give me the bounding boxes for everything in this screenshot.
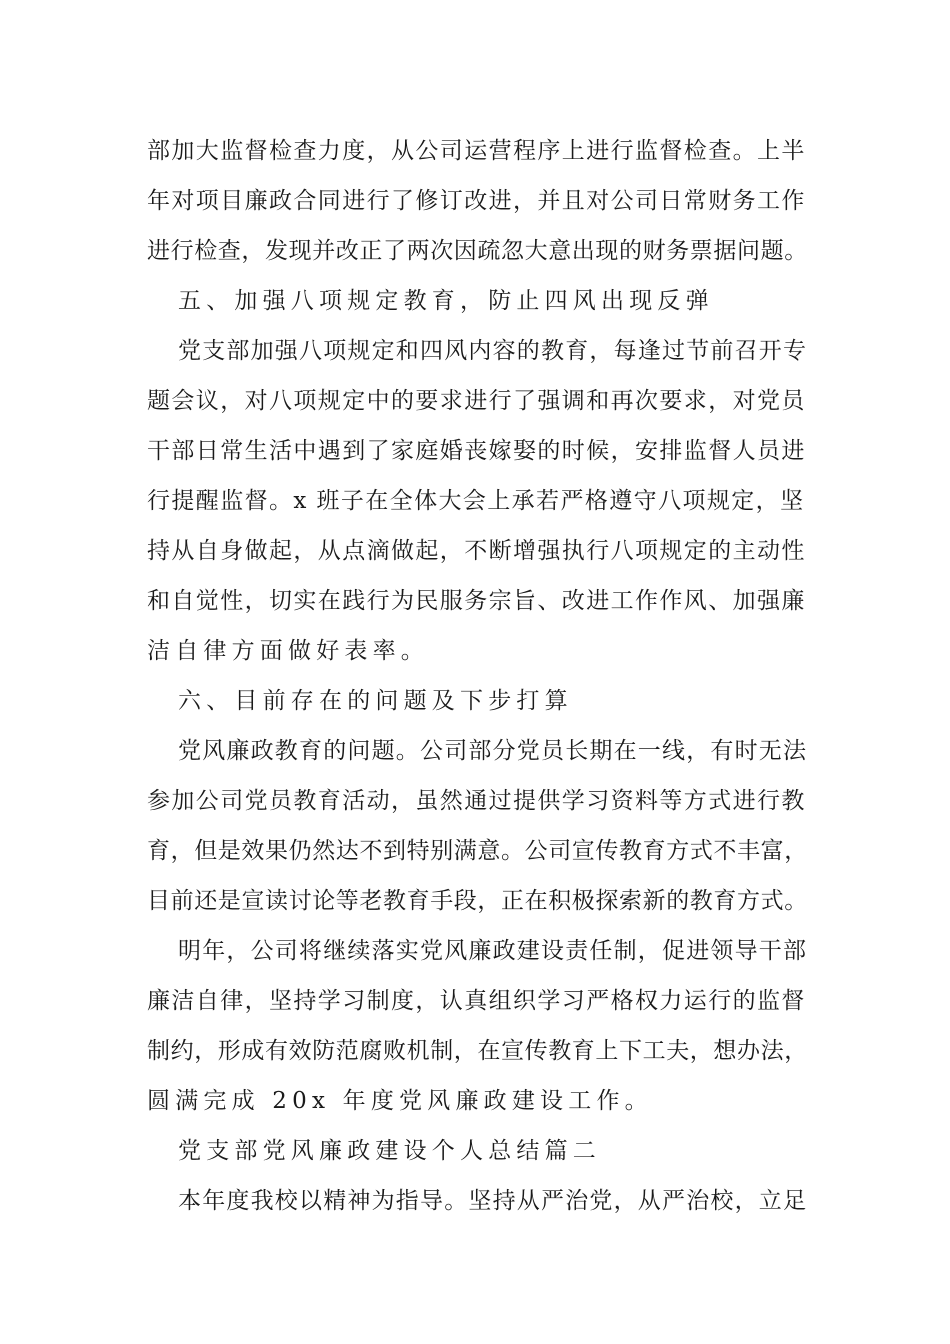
text-line: 明年，公司将继续落实党风廉政建设责任制，促进领导干部 bbox=[178, 938, 808, 964]
text-line: 党风廉政教育的问题。公司部分党员长期在一线，有时无法 bbox=[178, 738, 808, 764]
text-line: 和自觉性，切实在践行为民服务宗旨、改进工作作风、加强廉 bbox=[147, 588, 806, 614]
text-line: 党支部加强八项规定和四风内容的教育，每逢过节前召开专 bbox=[178, 338, 808, 364]
text-line: 年对项目廉政合同进行了修订改进，并且对公司日常财务工作 bbox=[147, 188, 806, 214]
text-line: 目前还是宣读讨论等老教育手段，正在积极探索新的教育方式。 bbox=[147, 888, 808, 914]
text-line: 廉洁自律，坚持学习制度，认真组织学习严格权力运行的监督 bbox=[147, 988, 806, 1014]
text-line: 行提醒监督。x 班子在全体大会上承若严格遵守八项规定，坚 bbox=[147, 488, 805, 514]
text-line: 干部日常生活中遇到了家庭婚丧嫁娶的时候，安排监督人员进 bbox=[147, 438, 806, 464]
text-line: 持从自身做起，从点滴做起，不断增强执行八项规定的主动性 bbox=[147, 538, 806, 564]
text-line: 育，但是效果仍然达不到特别满意。公司宣传教育方式不丰富， bbox=[147, 838, 808, 864]
text-line: 题会议，对八项规定中的要求进行了强调和再次要求，对党员 bbox=[147, 388, 806, 414]
text-line: 本年度我校以精神为指导。坚持从严治党，从严治校，立足 bbox=[178, 1188, 808, 1214]
text-line: 制约，形成有效防范腐败机制，在宣传教育上下工夫，想办法， bbox=[147, 1038, 808, 1064]
text-line: 圆满完成 20x 年度党风廉政建设工作。 bbox=[147, 1088, 653, 1114]
text-line: 五、加强八项规定教育，防止四风出现反弹 bbox=[178, 288, 714, 314]
text-line: 党支部党风廉政建设个人总结篇二 bbox=[178, 1138, 601, 1164]
text-line: 参加公司党员教育活动，虽然通过提供学习资料等方式进行教 bbox=[147, 788, 806, 814]
text-line: 部加大监督检查力度，从公司运营程序上进行监督检查。上半 bbox=[147, 138, 806, 164]
document-body bbox=[147, 126, 807, 1226]
text-line: 六、目前存在的问题及下步打算 bbox=[178, 688, 573, 714]
text-line: 进行检查，发现并改正了两次因疏忽大意出现的财务票据问题。 bbox=[147, 238, 808, 264]
text-line: 洁自律方面做好表率。 bbox=[147, 638, 429, 664]
